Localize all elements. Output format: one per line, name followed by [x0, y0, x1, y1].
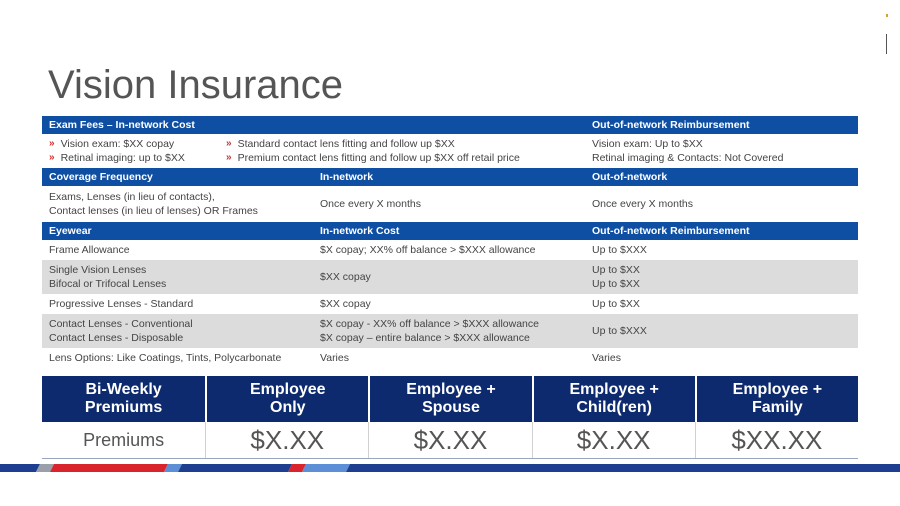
premiums-row-label: Premiums [83, 429, 165, 450]
exam-fees-header: Exam Fees – In-network Cost [49, 119, 195, 131]
exam-bullets-col1 [42, 137, 219, 165]
page-title: Vision Insurance [48, 63, 343, 107]
stripe-red-segment [50, 464, 168, 472]
bullet-arrow-icon: » [226, 138, 232, 149]
premiums-header-cell: Employee + Spouse [368, 376, 531, 422]
table-row [42, 348, 858, 368]
list-item: » Retinal imaging: up to $XX [49, 152, 185, 164]
bullet-arrow-icon: » [226, 152, 232, 163]
coverage-oon-header: Out-of-network [592, 171, 668, 183]
premiums-header-row [42, 376, 858, 422]
eyewear-oon-value: Up to $XXX [592, 244, 647, 256]
coverage-in-network-value: Once every X months [320, 198, 421, 210]
vision-benefits-table [42, 116, 858, 368]
table-row [42, 294, 858, 314]
corner-mark-orange [886, 14, 888, 17]
coverage-oon-value: Once every X months [592, 198, 693, 210]
premium-value: $XX.XX [695, 422, 858, 458]
premiums-header-cell: Bi-Weekly Premiums [84, 381, 163, 416]
exam-oon-values: Vision exam: Up to $XX Retinal imaging & Contacts: Not Covered [592, 138, 784, 164]
table-row [42, 314, 858, 348]
eyewear-in-network-value: $XX copay [320, 298, 371, 310]
exam-fees-header-row [42, 116, 858, 134]
eyewear-in-network-value: Varies [320, 352, 349, 364]
stripe-navy-segment [178, 464, 292, 472]
eyewear-header-row [42, 222, 858, 240]
eyewear-oon-value: Up to $XX [592, 298, 640, 310]
eyewear-label: Progressive Lenses - Standard [49, 298, 194, 310]
premiums-header-cell: Employee + Family [695, 376, 858, 422]
bullet-arrow-icon: » [49, 152, 55, 163]
list-item: » Premium contact lens fitting and follow up $XX off retail price [226, 152, 520, 164]
eyewear-label: Lens Options: Like Coatings, Tints, Polycarbonate [49, 352, 282, 364]
eyewear-in-network-value: $XX copay [320, 271, 371, 283]
table-row [42, 240, 858, 260]
coverage-label: Exams, Lenses (in lieu of contacts), Contact lenses (in lieu of lenses) OR Frames [49, 191, 258, 217]
stripe-lightblue-segment [302, 464, 350, 472]
corner-marks [886, 14, 888, 54]
list-item: » Vision exam: $XX copay [49, 138, 175, 150]
eyewear-label: Contact Lenses - Conventional Contact Lenses - Disposable [49, 318, 193, 344]
eyewear-label: Single Vision Lenses Bifocal or Trifocal Lenses [49, 264, 167, 290]
corner-mark-line [886, 34, 887, 54]
premiums-value-row [42, 422, 858, 459]
eyewear-in-network-header: In-network Cost [320, 225, 400, 237]
coverage-frequency-header: Coverage Frequency [49, 171, 153, 183]
footer-stripe [0, 464, 900, 472]
eyewear-oon-value: Up to $XX Up to $XX [592, 264, 640, 290]
bullet-arrow-icon: » [49, 138, 55, 149]
table-row [42, 260, 858, 294]
stripe-navy-segment [0, 464, 40, 472]
exam-bullets-col2 [219, 137, 585, 165]
coverage-header-row [42, 168, 858, 186]
premiums-header-cell: Employee Only [205, 376, 368, 422]
exam-fees-row [42, 134, 858, 168]
stripe-navy-segment [346, 464, 900, 472]
eyewear-header: Eyewear [49, 225, 92, 237]
exam-oon-header: Out-of-network Reimbursement [592, 119, 750, 131]
premiums-header-cell: Employee + Child(ren) [532, 376, 695, 422]
premium-value: $X.XX [205, 422, 368, 458]
coverage-in-network-header: In-network [320, 171, 374, 183]
eyewear-oon-value: Varies [592, 352, 621, 364]
eyewear-in-network-value: $X copay; XX% off balance > $XXX allowance [320, 244, 536, 256]
list-item: » Standard contact lens fitting and follow up $XX [226, 138, 455, 150]
premium-value: $X.XX [532, 422, 695, 458]
eyewear-oon-header: Out-of-network Reimbursement [592, 225, 750, 237]
coverage-row [42, 186, 858, 222]
premium-value: $X.XX [368, 422, 531, 458]
eyewear-in-network-value: $X copay - XX% off balance > $XXX allowance $X copay – entire balance > $XXX allowance [320, 318, 539, 344]
eyewear-label: Frame Allowance [49, 244, 130, 256]
eyewear-oon-value: Up to $XXX [592, 325, 647, 337]
premiums-table [42, 376, 858, 459]
